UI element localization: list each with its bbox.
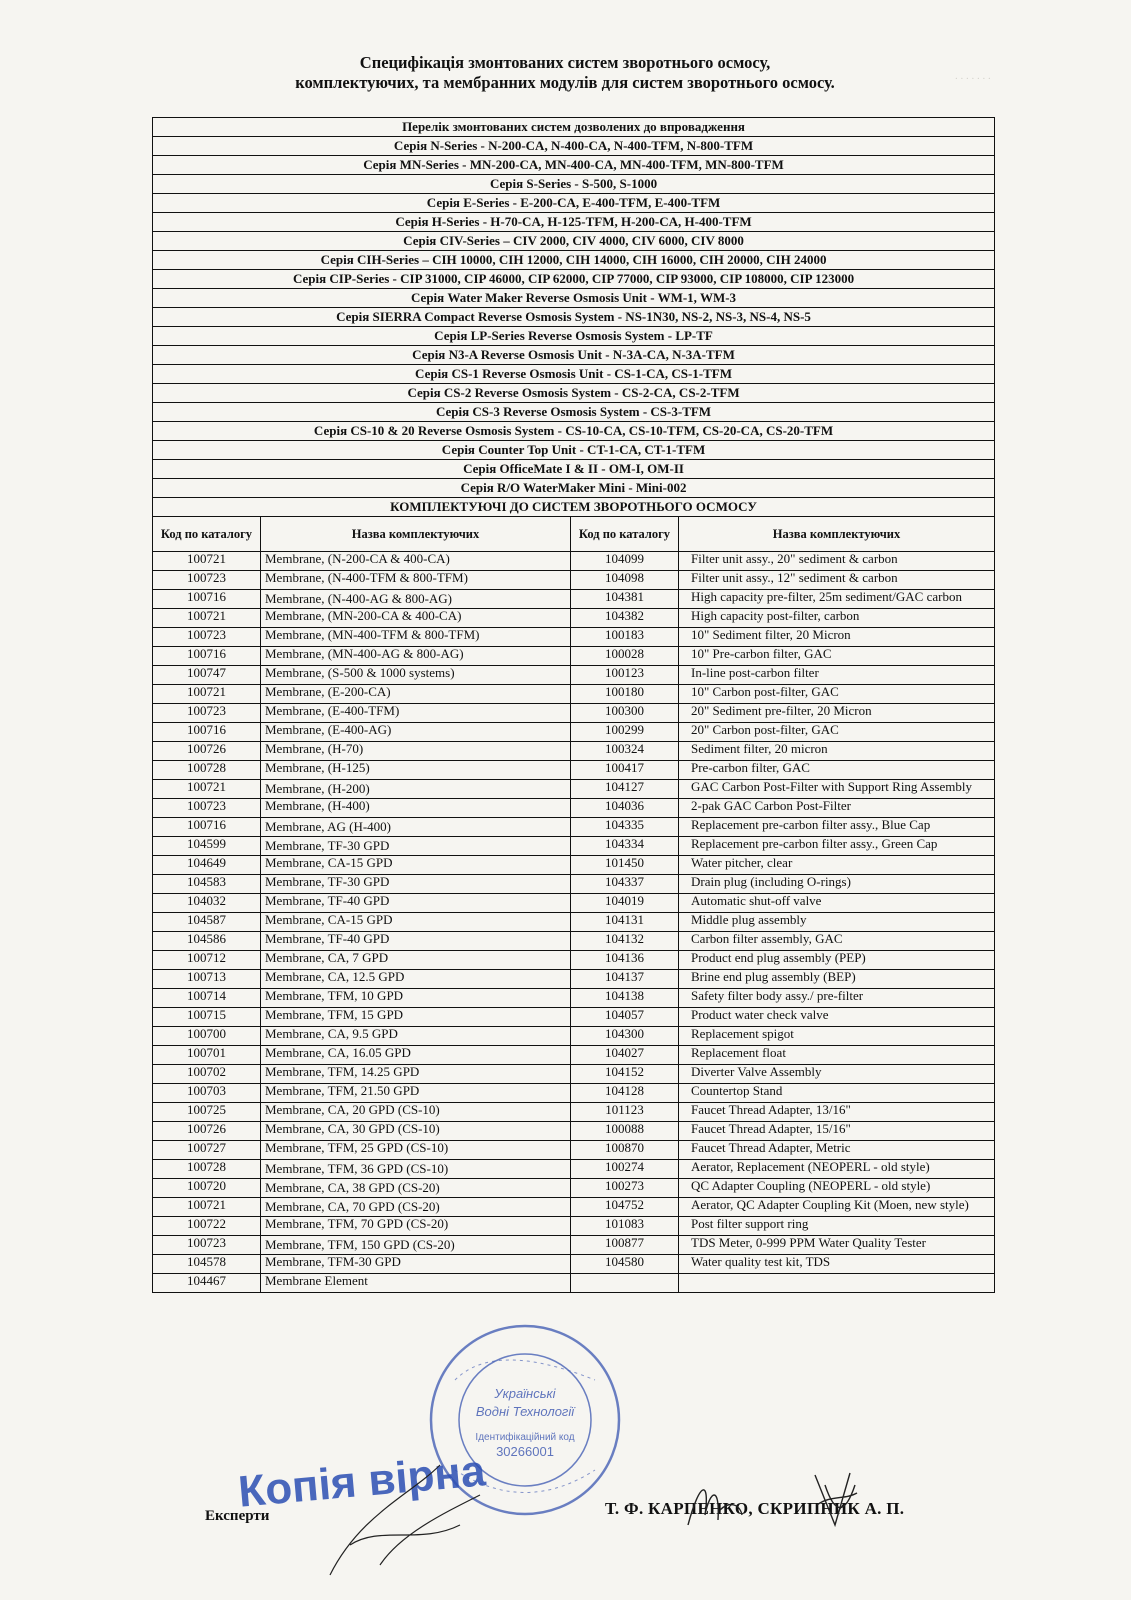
component-name-left: Membrane, CA, 30 GPD (CS-10) xyxy=(261,1122,571,1141)
table-row xyxy=(153,818,995,837)
component-name-left: Membrane, (E-400-AG) xyxy=(261,723,571,742)
catalog-code-right: 104300 xyxy=(571,1027,679,1046)
system-series-text: Серія CS-2 Reverse Osmosis System - CS-2-CA, CS-2-TFM xyxy=(153,384,995,403)
catalog-code-right: 104019 xyxy=(571,894,679,913)
system-row xyxy=(153,232,995,251)
system-series-text: Серія R/O WaterMaker Mini - Mini-002 xyxy=(153,479,995,498)
catalog-code-right: 104382 xyxy=(571,609,679,628)
catalog-code-left: 100721 xyxy=(153,780,261,799)
component-name-right: High capacity pre-filter, 25m sediment/GAC carbon xyxy=(679,590,995,609)
catalog-code-right: 104381 xyxy=(571,590,679,609)
catalog-code-right: 100299 xyxy=(571,723,679,742)
component-name-left: Membrane, (MN-400-AG & 800-AG) xyxy=(261,647,571,666)
component-name-right: Brine end plug assembly (BEP) xyxy=(679,970,995,989)
component-name-right: Drain plug (including O-rings) xyxy=(679,875,995,894)
catalog-code-right: 104136 xyxy=(571,951,679,970)
component-name-left: Membrane, TFM, 150 GPD (CS-20) xyxy=(261,1236,571,1255)
catalog-code-left: 104578 xyxy=(153,1255,261,1274)
system-series-text: Серія LP-Series Reverse Osmosis System - LP-TF xyxy=(153,327,995,346)
catalog-code-right: 100123 xyxy=(571,666,679,685)
catalog-code-left: 100716 xyxy=(153,723,261,742)
component-name-left: Membrane, (MN-400-TFM & 800-TFM) xyxy=(261,628,571,647)
component-name-right: QC Adapter Coupling (NEOPERL - old style) xyxy=(679,1179,995,1198)
system-series-text: Серія Counter Top Unit - CT-1-CA, CT-1-TFM xyxy=(153,441,995,460)
table-row xyxy=(153,1141,995,1160)
component-name-right: Product water check valve xyxy=(679,1008,995,1027)
column-header-code: Код по каталогу xyxy=(571,517,679,552)
system-row xyxy=(153,194,995,213)
catalog-code-left: 100701 xyxy=(153,1046,261,1065)
system-series-text: Серія Water Maker Reverse Osmosis Unit - WM-1, WM-3 xyxy=(153,289,995,308)
catalog-code-left: 100716 xyxy=(153,590,261,609)
component-name-right: Filter unit assy., 12" sediment & carbon xyxy=(679,571,995,590)
table-row xyxy=(153,704,995,723)
table-row xyxy=(153,723,995,742)
system-series-text: Серія SIERRA Compact Reverse Osmosis System - NS-1N30, NS-2, NS-3, NS-4, NS-5 xyxy=(153,308,995,327)
table-row xyxy=(153,1103,995,1122)
catalog-code-left: 100728 xyxy=(153,761,261,780)
catalog-code-right: 100028 xyxy=(571,647,679,666)
component-name-right: 2-pak GAC Carbon Post-Filter xyxy=(679,799,995,818)
seal-id-label: Ідентифікаційний код xyxy=(475,1432,575,1443)
catalog-code-right: 101123 xyxy=(571,1103,679,1122)
component-name-left: Membrane, (H-400) xyxy=(261,799,571,818)
catalog-code-left: 100712 xyxy=(153,951,261,970)
catalog-code-left: 100702 xyxy=(153,1065,261,1084)
system-series-text: Серія CIP-Series - CIP 31000, CIP 46000, CIP 62000, CIP 77000, CIP 93000, CIP 108000, CIP 123000 xyxy=(153,270,995,289)
component-name-right: Filter unit assy., 20" sediment & carbon xyxy=(679,552,995,571)
catalog-code-right: 100183 xyxy=(571,628,679,647)
table-row xyxy=(153,856,995,875)
component-name-left: Membrane, TFM, 15 GPD xyxy=(261,1008,571,1027)
component-name-left: Membrane, CA-15 GPD xyxy=(261,856,571,875)
catalog-code-left: 104599 xyxy=(153,837,261,856)
component-name-left: Membrane, TF-30 GPD xyxy=(261,837,571,856)
signature-karpenko xyxy=(680,1470,750,1540)
component-name-right: Middle plug assembly xyxy=(679,913,995,932)
system-row xyxy=(153,327,995,346)
catalog-code-left: 100721 xyxy=(153,609,261,628)
catalog-code-right: 104132 xyxy=(571,932,679,951)
system-series-text: Серія OfficeMate I & II - OM-I, OM-II xyxy=(153,460,995,479)
table-row xyxy=(153,989,995,1008)
catalog-code-right: 104131 xyxy=(571,913,679,932)
table-row xyxy=(153,875,995,894)
component-name-right: High capacity post-filter, carbon xyxy=(679,609,995,628)
component-name-right: 10" Carbon post-filter, GAC xyxy=(679,685,995,704)
component-name-left: Membrane, CA, 70 GPD (CS-20) xyxy=(261,1198,571,1217)
catalog-code-right: 104036 xyxy=(571,799,679,818)
catalog-code-right: 104334 xyxy=(571,837,679,856)
catalog-code-left: 100726 xyxy=(153,1122,261,1141)
catalog-code-left: 100723 xyxy=(153,704,261,723)
table-row xyxy=(153,1179,995,1198)
catalog-code-right: 101083 xyxy=(571,1217,679,1236)
column-header-name: Назва комплектуючих xyxy=(261,517,571,552)
system-series-text: Серія MN-Series - MN-200-CA, MN-400-CA, MN-400-TFM, MN-800-TFM xyxy=(153,156,995,175)
component-name-right: Automatic shut-off valve xyxy=(679,894,995,913)
catalog-code-left: 104467 xyxy=(153,1274,261,1293)
page-title xyxy=(150,53,980,93)
component-name-right: Safety filter body assy./ pre-filter xyxy=(679,989,995,1008)
catalog-code-left: 100723 xyxy=(153,799,261,818)
table-row xyxy=(153,571,995,590)
catalog-code-left: 100725 xyxy=(153,1103,261,1122)
catalog-code-left: 100716 xyxy=(153,647,261,666)
system-series-text: Серія S-Series - S-500, S-1000 xyxy=(153,175,995,194)
catalog-code-left: 100722 xyxy=(153,1217,261,1236)
table-row xyxy=(153,1046,995,1065)
catalog-code-left: 100703 xyxy=(153,1084,261,1103)
component-name-left: Membrane, TFM-30 GPD xyxy=(261,1255,571,1274)
catalog-code-right: 101450 xyxy=(571,856,679,875)
catalog-code-right: 104335 xyxy=(571,818,679,837)
catalog-code-left: 104032 xyxy=(153,894,261,913)
component-name-left: Membrane, (E-400-TFM) xyxy=(261,704,571,723)
table-row xyxy=(153,628,995,647)
table-row xyxy=(153,970,995,989)
catalog-code-left: 100720 xyxy=(153,1179,261,1198)
catalog-code-left: 104586 xyxy=(153,932,261,951)
catalog-code-right: 100300 xyxy=(571,704,679,723)
table-row xyxy=(153,837,995,856)
catalog-code-right: 100274 xyxy=(571,1160,679,1179)
catalog-code-right: 104057 xyxy=(571,1008,679,1027)
table-row xyxy=(153,685,995,704)
catalog-code-left: 100713 xyxy=(153,970,261,989)
system-row xyxy=(153,137,995,156)
system-series-text: Серія H-Series - H-70-CA, H-125-TFM, H-200-CA, H-400-TFM xyxy=(153,213,995,232)
system-row xyxy=(153,270,995,289)
catalog-code-right: 100870 xyxy=(571,1141,679,1160)
table-row xyxy=(153,951,995,970)
system-row xyxy=(153,156,995,175)
table-row xyxy=(153,894,995,913)
system-series-text: Серія N-Series - N-200-CA, N-400-CA, N-400-TFM, N-800-TFM xyxy=(153,137,995,156)
system-row xyxy=(153,308,995,327)
catalog-code-right: 100088 xyxy=(571,1122,679,1141)
specification-table xyxy=(152,117,995,1293)
catalog-code-right: 104137 xyxy=(571,970,679,989)
component-name-right: Aerator, Replacement (NEOPERL - old style) xyxy=(679,1160,995,1179)
component-name-left: Membrane, (N-400-TFM & 800-TFM) xyxy=(261,571,571,590)
bleed-through-text: . . . . . . . xyxy=(955,70,991,82)
component-name-right: Replacement pre-carbon filter assy., Green Cap xyxy=(679,837,995,856)
catalog-code-right: 104127 xyxy=(571,780,679,799)
catalog-code-left: 100728 xyxy=(153,1160,261,1179)
table-row xyxy=(153,666,995,685)
components-section-header: КОМПЛЕКТУЮЧІ ДО СИСТЕМ ЗВОРОТНЬОГО ОСМОСУ xyxy=(153,498,995,517)
component-name-left: Membrane, CA, 38 GPD (CS-20) xyxy=(261,1179,571,1198)
component-name-left: Membrane, TF-30 GPD xyxy=(261,875,571,894)
table-row xyxy=(153,1065,995,1084)
system-series-text: Серія CS-10 & 20 Reverse Osmosis System - CS-10-CA, CS-10-TFM, CS-20-CA, CS-20-TFM xyxy=(153,422,995,441)
catalog-code-left: 100721 xyxy=(153,552,261,571)
system-row xyxy=(153,384,995,403)
component-name-right: Replacement pre-carbon filter assy., Blue Cap xyxy=(679,818,995,837)
table-row xyxy=(153,1236,995,1255)
catalog-code-left: 100723 xyxy=(153,571,261,590)
catalog-code-right: 104337 xyxy=(571,875,679,894)
table-row xyxy=(153,1255,995,1274)
catalog-code-left: 100723 xyxy=(153,1236,261,1255)
table-row xyxy=(153,799,995,818)
component-name-right: 10" Pre-carbon filter, GAC xyxy=(679,647,995,666)
table-row xyxy=(153,1198,995,1217)
title-line-2: комплектуючих, та мембранних модулів для систем зворотнього осмосу. xyxy=(295,73,835,92)
system-row xyxy=(153,251,995,270)
system-row xyxy=(153,460,995,479)
table-row xyxy=(153,1084,995,1103)
component-name-right: 20" Carbon post-filter, GAC xyxy=(679,723,995,742)
component-name-left: Membrane, CA-15 GPD xyxy=(261,913,571,932)
system-row xyxy=(153,403,995,422)
catalog-code-right: 104752 xyxy=(571,1198,679,1217)
table-row xyxy=(153,647,995,666)
component-name-right: Faucet Thread Adapter, Metric xyxy=(679,1141,995,1160)
component-name-right: TDS Meter, 0-999 PPM Water Quality Tester xyxy=(679,1236,995,1255)
system-series-text: Серія E-Series - E-200-CA, E-400-TFM, E-400-TFM xyxy=(153,194,995,213)
catalog-code-right: 104098 xyxy=(571,571,679,590)
catalog-code-right: 104580 xyxy=(571,1255,679,1274)
catalog-code-left: 104587 xyxy=(153,913,261,932)
component-name-left: Membrane, TFM, 10 GPD xyxy=(261,989,571,1008)
component-name-right xyxy=(679,1274,995,1293)
component-name-left: Membrane, TFM, 14.25 GPD xyxy=(261,1065,571,1084)
component-name-left: Membrane, (S-500 & 1000 systems) xyxy=(261,666,571,685)
system-row xyxy=(153,175,995,194)
catalog-code-left: 100747 xyxy=(153,666,261,685)
system-series-text: Серія CS-1 Reverse Osmosis Unit - CS-1-CA, CS-1-TFM xyxy=(153,365,995,384)
system-series-text: Серія CIV-Series – CIV 2000, CIV 4000, CIV 6000, CIV 8000 xyxy=(153,232,995,251)
catalog-code-left: 100715 xyxy=(153,1008,261,1027)
system-row xyxy=(153,365,995,384)
catalog-code-left: 100723 xyxy=(153,628,261,647)
table-row xyxy=(153,590,995,609)
component-name-right: Water pitcher, clear xyxy=(679,856,995,875)
table-row xyxy=(153,1122,995,1141)
component-name-left: Membrane, CA, 20 GPD (CS-10) xyxy=(261,1103,571,1122)
catalog-code-right: 100877 xyxy=(571,1236,679,1255)
component-name-left: Membrane, CA, 16.05 GPD xyxy=(261,1046,571,1065)
system-series-text: Серія CS-3 Reverse Osmosis System - CS-3-TFM xyxy=(153,403,995,422)
table-row xyxy=(153,780,995,799)
signature-skrypnyk xyxy=(805,1465,865,1530)
component-name-left: Membrane, (N-400-AG & 800-AG) xyxy=(261,590,571,609)
component-name-right: GAC Carbon Post-Filter with Support Ring Assembly xyxy=(679,780,995,799)
component-name-left: Membrane, (MN-200-CA & 400-CA) xyxy=(261,609,571,628)
component-name-left: Membrane, CA, 12.5 GPD xyxy=(261,970,571,989)
component-name-right: Countertop Stand xyxy=(679,1084,995,1103)
component-name-right: Product end plug assembly (PEP) xyxy=(679,951,995,970)
table-row xyxy=(153,1027,995,1046)
catalog-code-right: 104027 xyxy=(571,1046,679,1065)
component-name-left: Membrane, (H-125) xyxy=(261,761,571,780)
catalog-code-left: 100714 xyxy=(153,989,261,1008)
system-series-text: Серія CIH-Series – CIH 10000, CIH 12000, CIH 14000, CIH 16000, CIH 20000, CIH 24000 xyxy=(153,251,995,270)
system-row xyxy=(153,479,995,498)
seal-id: 30266001 xyxy=(496,1444,554,1459)
catalog-code-right: 104099 xyxy=(571,552,679,571)
component-name-right: Faucet Thread Adapter, 13/16" xyxy=(679,1103,995,1122)
table-row xyxy=(153,742,995,761)
system-row xyxy=(153,289,995,308)
signature-scribble-1 xyxy=(320,1455,500,1585)
system-row xyxy=(153,346,995,365)
component-name-left: Membrane, TF-40 GPD xyxy=(261,894,571,913)
catalog-code-left: 100700 xyxy=(153,1027,261,1046)
component-name-left: Membrane, TFM, 21.50 GPD xyxy=(261,1084,571,1103)
catalog-code-right: 100417 xyxy=(571,761,679,780)
catalog-code-left: 100721 xyxy=(153,1198,261,1217)
column-header-code: Код по каталогу xyxy=(153,517,261,552)
seal-org-line2: Водні Технології xyxy=(475,1404,575,1419)
column-header-name: Назва комплектуючих xyxy=(679,517,995,552)
component-name-right: Aerator, QC Adapter Coupling Kit (Moen, new style) xyxy=(679,1198,995,1217)
catalog-code-left: 100726 xyxy=(153,742,261,761)
system-series-text: Серія N3-A Reverse Osmosis Unit - N-3A-CA, N-3A-TFM xyxy=(153,346,995,365)
system-row xyxy=(153,422,995,441)
component-name-right: 10" Sediment filter, 20 Micron xyxy=(679,628,995,647)
catalog-code-right: 100324 xyxy=(571,742,679,761)
component-name-left: Membrane, (H-70) xyxy=(261,742,571,761)
component-name-left: Membrane, CA, 9.5 GPD xyxy=(261,1027,571,1046)
table-row xyxy=(153,1217,995,1236)
component-name-left: Membrane, (N-200-CA & 400-CA) xyxy=(261,552,571,571)
catalog-code-right: 104152 xyxy=(571,1065,679,1084)
component-name-right: Pre-carbon filter, GAC xyxy=(679,761,995,780)
catalog-code-left: 100727 xyxy=(153,1141,261,1160)
catalog-code-left: 104583 xyxy=(153,875,261,894)
catalog-code-left: 100721 xyxy=(153,685,261,704)
catalog-code-right: 104138 xyxy=(571,989,679,1008)
table-row xyxy=(153,552,995,571)
component-name-left: Membrane, TFM, 25 GPD (CS-10) xyxy=(261,1141,571,1160)
component-name-right: Post filter support ring xyxy=(679,1217,995,1236)
component-name-left: Membrane, (H-200) xyxy=(261,780,571,799)
component-name-left: Membrane, TFM, 36 GPD (CS-10) xyxy=(261,1160,571,1179)
table-row xyxy=(153,913,995,932)
component-name-right: In-line post-carbon filter xyxy=(679,666,995,685)
catalog-code-left: 100716 xyxy=(153,818,261,837)
copy-verified-stamp: Копія вірна xyxy=(236,1446,488,1517)
component-name-left: Membrane, (E-200-CA) xyxy=(261,685,571,704)
component-name-left: Membrane, TFM, 70 GPD (CS-20) xyxy=(261,1217,571,1236)
component-name-left: Membrane, AG (H-400) xyxy=(261,818,571,837)
title-line-1: Специфікація змонтованих систем зворотнього осмосу, xyxy=(359,53,771,72)
component-name-right: 20" Sediment pre-filter, 20 Micron xyxy=(679,704,995,723)
table-row xyxy=(153,609,995,628)
catalog-code-left: 104649 xyxy=(153,856,261,875)
component-name-right: Faucet Thread Adapter, 15/16" xyxy=(679,1122,995,1141)
system-row xyxy=(153,441,995,460)
component-name-left: Membrane, CA, 7 GPD xyxy=(261,951,571,970)
table-row xyxy=(153,1008,995,1027)
component-name-left: Membrane Element xyxy=(261,1274,571,1293)
table-row xyxy=(153,1160,995,1179)
table-row xyxy=(153,1274,995,1293)
component-name-right: Diverter Valve Assembly xyxy=(679,1065,995,1084)
catalog-code-right xyxy=(571,1274,679,1293)
component-name-right: Carbon filter assembly, GAC xyxy=(679,932,995,951)
component-name-left: Membrane, TF-40 GPD xyxy=(261,932,571,951)
signers-names: Т. Ф. КАРПЕНКО, СКРИПНИК А. П. xyxy=(605,1499,905,1518)
experts-label: Експерти xyxy=(205,1508,270,1524)
table-row xyxy=(153,761,995,780)
component-name-right: Replacement float xyxy=(679,1046,995,1065)
component-name-right: Replacement spigot xyxy=(679,1027,995,1046)
systems-section-header: Перелік змонтованих систем дозволених до впровадження xyxy=(153,118,995,137)
table-row xyxy=(153,932,995,951)
component-name-right: Water quality test kit, TDS xyxy=(679,1255,995,1274)
system-row xyxy=(153,213,995,232)
catalog-code-right: 100273 xyxy=(571,1179,679,1198)
catalog-code-right: 100180 xyxy=(571,685,679,704)
seal-org-line1: Українські xyxy=(494,1386,556,1401)
component-name-right: Sediment filter, 20 micron xyxy=(679,742,995,761)
catalog-code-right: 104128 xyxy=(571,1084,679,1103)
